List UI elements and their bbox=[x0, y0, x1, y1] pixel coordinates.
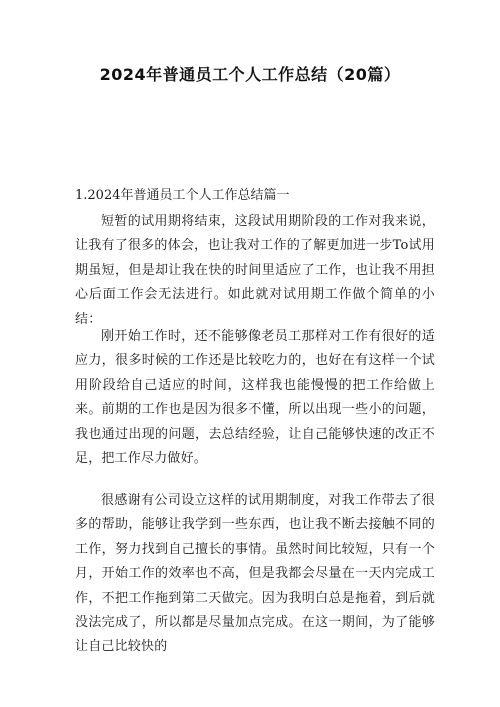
paragraph-2: 刚开始工作时，还不能够像老员工那样对工作有很好的适应力，很多时候的工作还是比较吃力的，也好在有这样一个试用阶段给自己适应的时间，这样我也能慢慢的把工作给做上来。前期的工作也是因为很多不懂，所以出现一些小的问题，我也通过出现的问题，去总结经验，让自己能够快速的改正不足，把工作尽力做好。 bbox=[75, 329, 435, 467]
document-title: 2024年普通员工个人工作总结（20篇） bbox=[99, 65, 401, 84]
paragraph-1: 短暂的试用期将结束，这段试用期阶段的工作对我来说，让我有了很多的体会，也让我对工作的了解更加进一步To试用期虽短，但是却让我在快的时间里适应了工作，也让我不用担心后面工作会无法进行。如此就对试用期工作做个简单的小结： bbox=[75, 214, 435, 327]
section-heading: 1.2024年普通员工个人工作总结篇一 bbox=[75, 188, 290, 203]
paragraph-3: 很感谢有公司设立这样的试用期制度，对我工作带去了很多的帮助，能够让我学到一些东西，也让我不断去接触不同的工作，努力找到自己擅长的事情。虽然时间比较短，只有一个月，开始工作的效率也不高，但是我都会尽量在一天内完成工作，不把工作拖到第二天做完。因为我明白总是拖着，到后就没法完成了，所以都是尽量加点完成。在这一期间，为了能够让自己比较快的 bbox=[75, 493, 435, 655]
